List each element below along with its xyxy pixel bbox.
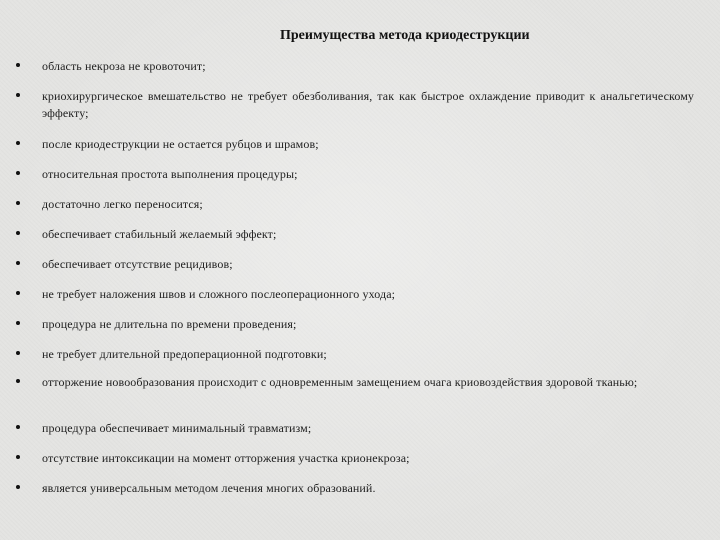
list-item-text: обеспечивает отсутствие рецидивов;	[42, 257, 233, 271]
bullet-icon	[16, 201, 20, 205]
bullet-icon	[16, 231, 20, 235]
bullet-icon	[16, 425, 20, 429]
list-item-text: отсутствие интоксикации на момент отторжения участка крионекроза;	[42, 451, 410, 465]
list-item-text: обеспечивает стабильный желаемый эффект;	[42, 227, 277, 241]
list-item-text: отторжение новообразования происходит с одновременным замещением очага криовоздействия здоровой тканью;	[42, 375, 638, 389]
list-item-text: процедура обеспечивает минимальный травматизм;	[42, 421, 312, 435]
bullet-icon	[16, 455, 20, 459]
bullet-icon	[16, 321, 20, 325]
list-item-text: не требует наложения швов и сложного послеоперационного ухода;	[42, 287, 396, 301]
list-item-text: область некроза не кровоточит;	[42, 59, 206, 73]
slide-title	[280, 27, 530, 45]
bullet-icon	[16, 141, 20, 145]
bullet-icon	[16, 171, 20, 175]
list-item-text: после криодеструкции не остается рубцов и шрамов;	[42, 137, 319, 151]
list-item-text: не требует длительной предоперационной подготовки;	[42, 347, 327, 361]
bullet-icon	[16, 93, 20, 97]
bullet-icon	[16, 291, 20, 295]
list-item-text: является универсальным методом лечения многих образований.	[42, 481, 376, 495]
slide-title-text: Преимущества метода криодеструкции	[280, 28, 530, 43]
bullet-icon	[16, 63, 20, 67]
bullet-icon	[16, 485, 20, 489]
bullet-icon	[16, 351, 20, 355]
bullet-icon	[16, 379, 20, 383]
list-item-text: процедура не длительна по времени проведения;	[42, 317, 297, 331]
list-item-text: относительная простота выполнения процедуры;	[42, 167, 298, 181]
list-item-text: криохирургическое вмешательство не требует обезболивания, так как быстрое охлаждение приводит к анальгетическому эффекту;	[42, 89, 694, 120]
list-item-text: достаточно легко переносится;	[42, 197, 203, 211]
bullet-icon	[16, 261, 20, 265]
